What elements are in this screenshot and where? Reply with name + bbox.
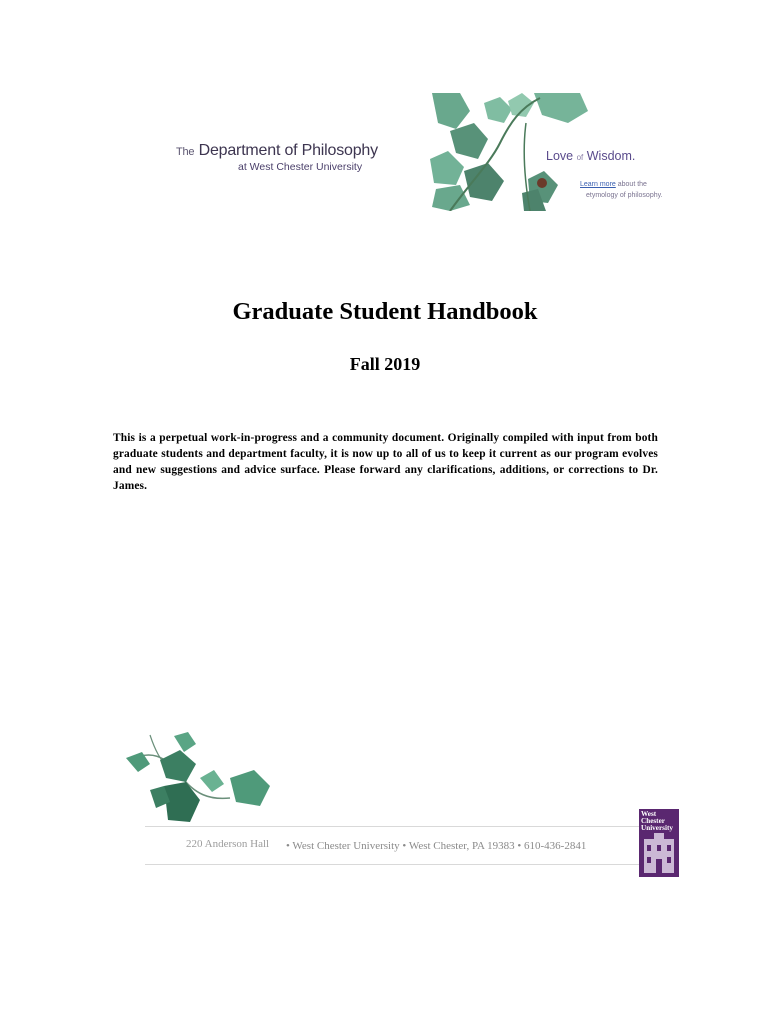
department-prefix: The (176, 146, 195, 158)
footer-address: 220 Anderson Hall (186, 838, 270, 850)
logo-line1: West (641, 810, 657, 818)
footer-divider-bottom (145, 864, 640, 865)
learn-more-note (580, 179, 663, 201)
tagline-wisdom: Wisdom. (586, 149, 636, 163)
footer-divider-top (145, 826, 640, 827)
university-logo (639, 809, 679, 877)
tagline (546, 149, 635, 163)
department-location: at West Chester University (238, 161, 363, 173)
document-term: Fall 2019 (349, 354, 421, 374)
department-name (176, 142, 416, 160)
footer-contact: • West Chester University • West Chester, PA 19383 • 610-436-2841 (286, 840, 587, 852)
learn-more-line2: etymology of philosophy. (586, 192, 663, 199)
tagline-of: of (576, 153, 584, 162)
logo-line3: University (641, 824, 673, 833)
footer-vine-image (120, 730, 300, 830)
logo-line2: Chester (641, 817, 665, 826)
document-title: Graduate Student Handbook (232, 298, 538, 325)
intro-paragraph: This is a perpetual work-in-progress and a community document. Originally compiled with input from both graduate students and department faculty, it is now up to all of us to keep it current as our program evolves and new suggestions and advice surface. Please forward any clarifications, additions, or corrections to Dr. James. (113, 432, 658, 492)
learn-more-rest: about the (617, 181, 647, 188)
department-header (176, 142, 416, 173)
learn-more-link[interactable]: Learn more (580, 181, 616, 188)
tagline-love: Love (546, 149, 574, 163)
department-title: Department of Philosophy (198, 142, 378, 159)
